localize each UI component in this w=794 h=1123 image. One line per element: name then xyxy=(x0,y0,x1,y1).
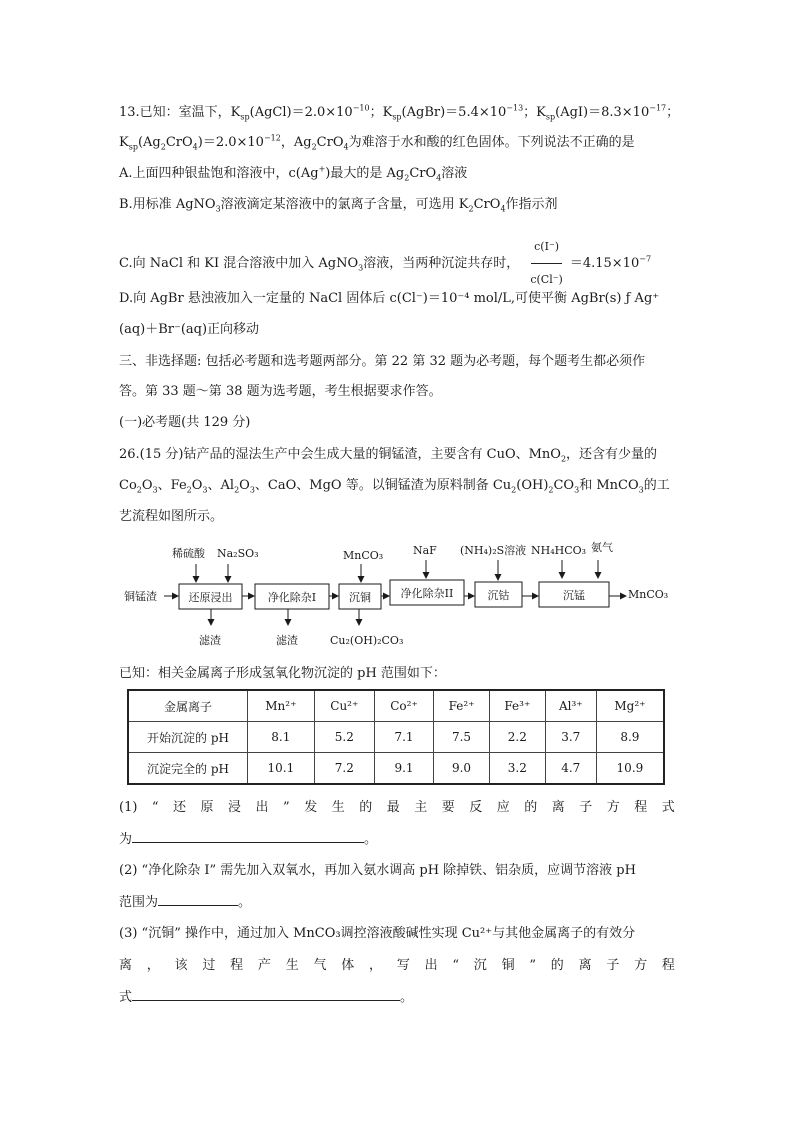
reagent-naf: NaF xyxy=(413,544,437,557)
q2-line-2: 范围为 。 xyxy=(119,895,252,910)
table-row xyxy=(128,753,664,785)
table-cell: 7.2 xyxy=(314,753,374,785)
table-header-cell: Co²⁺ xyxy=(374,690,433,722)
table-cell: 4.7 xyxy=(545,753,596,785)
output-residue-1: 滤渣 xyxy=(199,634,221,647)
q26-line-2: $Co_2O_3$、$Fe_2O_3$、$Al_2O_3$、CaO、MgO 等。以铜锰渣为原料制备 $Cu_2(OH)_2CO_3$和 MnCO$_3$的工 xyxy=(119,478,670,495)
known-statement: 已知：相关金属离子形成氢氧化物沉淀的 pH 范围如下： xyxy=(119,666,446,681)
q2-line-1: (2) “净化除杂 I” 需先加入双氧水，再加入氨水调高 pH 除掉铁、铝杂质，应调节溶液 pH xyxy=(119,863,636,878)
flow-start: 铜锰渣 xyxy=(124,590,157,603)
reagent-ammonium-sulfide: (NH₄)₂S溶液 xyxy=(460,544,527,557)
q3-line-2: 离 ， 该 过 程 产 生 气 体 ， 写 出 “ 沉 铜 ” 的 离 子 方 程 xyxy=(119,958,675,973)
table-row xyxy=(128,722,664,753)
reagent-mnco3: MnCO₃ xyxy=(343,549,384,562)
q3-answer-blank[interactable] xyxy=(132,988,400,1001)
table-cell: 3.2 xyxy=(489,753,545,785)
flow-box-6-label: 沉锰 xyxy=(563,589,585,602)
option-a: A.上面四种银盐饱和溶液中，c(Ag+)最大的是 $Ag_2CrO_4$溶液 xyxy=(119,164,468,183)
table-cell: 9.1 xyxy=(374,753,433,785)
q26-line-1: 26.(15 分)钴产品的湿法生产中会生成大量的铜锰渣，主要含有 CuO、MnO$_2$，还含有少量的 xyxy=(119,447,658,464)
output-basic-copper-carbonate: Cu₂(OH)₂CO₃ xyxy=(330,634,404,647)
q13-line-1: 13.已知：室温下，$K_{sp}(AgCl)=2.0\times 10^{-10}$；$K_{sp}(AgBr)=5.4\times 10^{-13}$；$K_{sp}(AgI)=8.3\times 10^{-17}$； xyxy=(119,103,680,122)
table-header-cell: Fe³⁺ xyxy=(489,690,545,722)
table-header-row xyxy=(128,690,664,722)
section-3-line-2: 答。第 33 题～第 38 题为选考题，考生根据要求作答。 xyxy=(119,384,442,399)
q3-line-3: 式 。 xyxy=(119,990,414,1005)
table-header-cell: Al³⁺ xyxy=(545,690,596,722)
table-cell: 7.1 xyxy=(374,722,433,753)
table-cell: 8.9 xyxy=(596,722,664,753)
table-cell: 8.1 xyxy=(248,722,315,753)
table-cell: 2.2 xyxy=(489,722,545,753)
q1-answer-blank[interactable] xyxy=(132,830,364,843)
option-d-line-2: (aq)＋Br⁻(aq)正向移动 xyxy=(119,322,260,337)
reagent-ammonia: 氨气 xyxy=(591,541,613,554)
table-cell: 5.2 xyxy=(314,722,374,753)
table-cell: 开始沉淀的 pH xyxy=(128,722,248,753)
flow-box-5-label: 沉钴 xyxy=(487,589,510,602)
table-cell: 10.9 xyxy=(596,753,664,785)
flow-box-2-label: 净化除杂I xyxy=(267,591,317,604)
product-mnco3: MnCO₃ xyxy=(628,588,669,601)
flow-box-1-label: 还原浸出 xyxy=(188,591,233,604)
section-3-line-3: (一)必考题(共 129 分) xyxy=(119,415,251,430)
reagent-sodium-sulfite: Na₂SO₃ xyxy=(217,547,259,560)
option-c: C.向 NaCl 和 KI 混合溶液中加入 AgNO$_3$溶液，当两种沉淀共存时， $\frac{c(I^-)}{c(Cl^-)}$ $=4.15\times 10^{-7}$ xyxy=(119,232,651,295)
q1-line-1: (1) “ 还 原 浸 出 ” 发 生 的 最 主 要 反 应 的 离 子 方 程 式 xyxy=(119,800,675,815)
section-3-line-1: 三、非选择题: 包括必考题和选考题两部分。第 22 第 32 题为必考题，每个题考生都必须作 xyxy=(119,354,646,369)
q13-line-2: $K_{sp}(Ag_2CrO_4)=2.0\times 10^{-12}$，$Ag_2CrO_4$为难溶于水和酸的红色固体。下列说法不正确的是 xyxy=(119,133,635,152)
process-flow-chart xyxy=(122,538,682,658)
table-header-cell: Fe²⁺ xyxy=(434,690,490,722)
table-cell: 3.7 xyxy=(545,722,596,753)
output-residue-2: 滤渣 xyxy=(276,634,298,647)
table-header-cell: Mn²⁺ xyxy=(248,690,315,722)
option-d-line-1: D.向 AgBr 悬浊液加入一定量的 NaCl 固体后 c(Cl⁻)＝10⁻⁴ mol/L,可使平衡 AgBr(s) ƒ Ag⁺ xyxy=(119,291,660,306)
q3-line-1: (3) “沉铜” 操作中，通过加入 MnCO₃调控溶液酸碱性实现 Cu²⁺与其他金属离子的有效分 xyxy=(119,926,636,941)
option-b: B.用标准 AgNO$_3$溶液滴定某溶液中的氯离子含量，可选用 $K_2CrO_4$作指示剂 xyxy=(119,197,558,214)
table-cell: 7.5 xyxy=(434,722,490,753)
concentration-ratio: $\frac{c(I^-)}{c(Cl^-)}$ xyxy=(527,232,565,295)
ph-range-table xyxy=(127,689,665,785)
table-cell: 沉淀完全的 pH xyxy=(128,753,248,785)
flow-box-3-label: 沉铜 xyxy=(349,591,371,604)
table-header-cell: 金属离子 xyxy=(128,690,248,722)
table-cell: 9.0 xyxy=(434,753,490,785)
q1-line-2: 为 。 xyxy=(119,832,378,847)
q2-answer-blank[interactable] xyxy=(158,893,238,906)
table-header-cell: Cu²⁺ xyxy=(314,690,374,722)
reagent-ammonium-bicarbonate: NH₄HCO₃ xyxy=(531,544,587,557)
table-cell: 10.1 xyxy=(248,753,315,785)
table-header-cell: Mg²⁺ xyxy=(596,690,664,722)
reagent-sulfuric-acid: 稀硫酸 xyxy=(172,547,205,560)
q26-line-3: 艺流程如图所示。 xyxy=(119,509,224,524)
flow-box-4-label: 净化除杂II xyxy=(400,587,454,600)
